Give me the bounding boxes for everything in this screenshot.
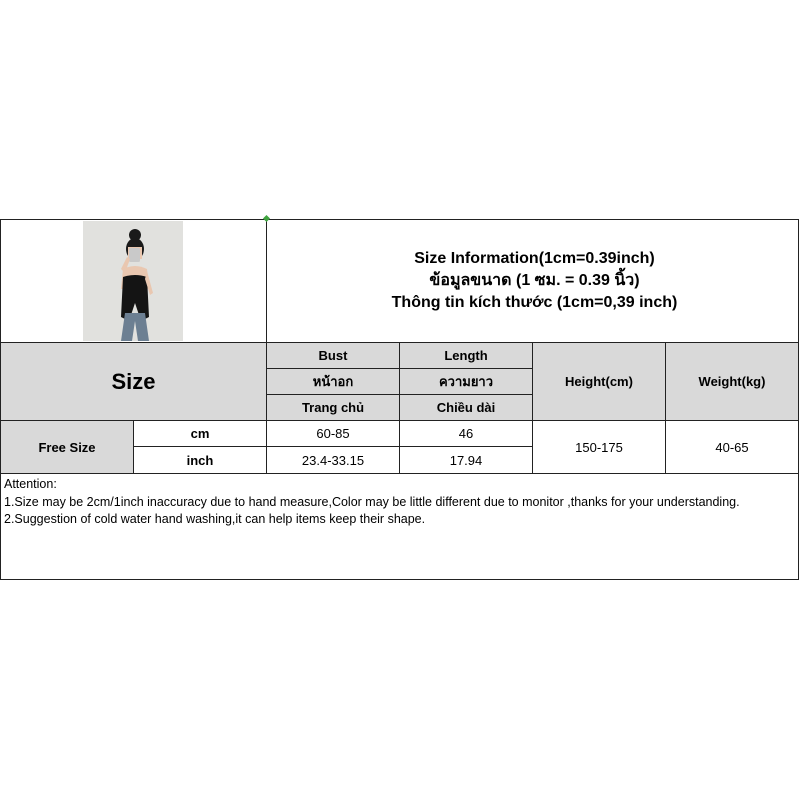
unit-inch-cell: inch — [133, 446, 267, 474]
size-info-title — [266, 219, 799, 343]
size-name-cell: Free Size — [0, 420, 134, 474]
height-value-cell: 150-175 — [532, 420, 666, 474]
title-line-vi: Thông tin kích thước (1cm=0,39 inch) — [391, 294, 678, 311]
length-header-th: ความยาว — [399, 368, 533, 395]
weight-value-cell: 40-65 — [665, 420, 799, 474]
bust-header-vi: Trang chủ — [266, 394, 400, 421]
attention-notes — [0, 473, 799, 580]
notes-heading: Attention: — [4, 477, 57, 491]
length-header-vi: Chiều dài — [399, 394, 533, 421]
model-photo — [83, 221, 183, 341]
length-cm-cell: 46 — [399, 420, 533, 447]
bust-inch-cell: 23.4-33.15 — [266, 446, 400, 474]
bust-header-en: Bust — [266, 342, 400, 369]
title-line-th: ข้อมูลขนาด (1 ซม. = 0.39 นิ้ว) — [429, 272, 640, 289]
notes-line-1: 1.Size may be 2cm/1inch inaccuracy due to hand measure,Color may be little different due to monitor ,thanks for your understanding. — [4, 494, 740, 509]
bust-cm-cell: 60-85 — [266, 420, 400, 447]
bust-header-th: หน้าอก — [266, 368, 400, 395]
title-line-en: Size Information(1cm=0.39inch) — [414, 250, 655, 267]
unit-cm-cell: cm — [133, 420, 267, 447]
notes-line-2: 2.Suggestion of cold water hand washing,it can help items keep their shape. — [4, 512, 426, 526]
size-header: Size — [0, 342, 267, 421]
length-header-en: Length — [399, 342, 533, 369]
weight-header: Weight(kg) — [665, 342, 799, 421]
size-chart — [0, 219, 799, 580]
height-header: Height(cm) — [532, 342, 666, 421]
length-inch-cell: 17.94 — [399, 446, 533, 474]
